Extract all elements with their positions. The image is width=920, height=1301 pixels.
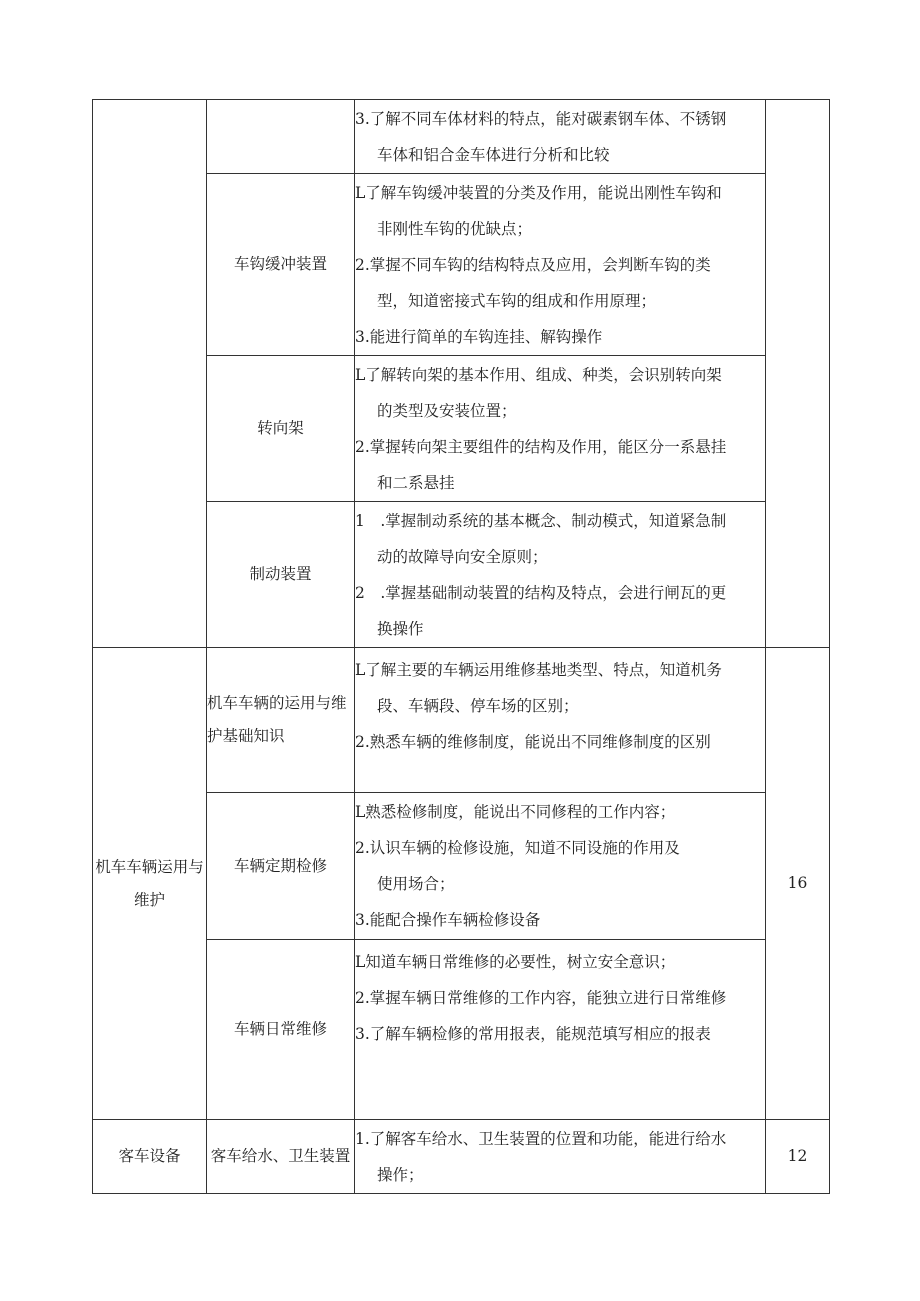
- requirement-line: 3.能进行简单的车钩连挂、解钩操作: [355, 327, 603, 346]
- requirement-cell: [355, 1120, 766, 1194]
- hours-cell: 16: [766, 648, 830, 1120]
- requirement-line: 的类型及安装位置；: [377, 401, 517, 420]
- requirement-line: 2.掌握车辆日常维修的工作内容，能独立进行日常维修: [355, 989, 727, 1007]
- unit-cell: 机车车辆的运用与维护基础知识: [207, 648, 355, 793]
- requirement-line: 和二系悬挂: [377, 473, 455, 492]
- requirement-line: L知道车辆日常维修的必要性，树立安全意识；: [355, 953, 676, 971]
- hours-cell: [766, 100, 830, 648]
- module-cell: 机车车辆运用与维护: [93, 648, 207, 1120]
- requirement-line: L了解转向架的基本作用、组成、种类，会识别转向架: [355, 365, 722, 384]
- requirement-cell: [355, 174, 766, 356]
- unit-cell: 客车给水、卫生装置: [207, 1120, 355, 1194]
- requirement-line: 3.了解车辆检修的常用报表，能规范填写相应的报表: [355, 1025, 711, 1043]
- requirement-cell: [355, 502, 766, 648]
- requirement-line: 非刚性车钩的优缺点；: [377, 219, 533, 238]
- requirement-line: 段、车辆段、停车场的区别；: [377, 697, 579, 715]
- requirement-cell: [355, 648, 766, 793]
- requirement-line: L了解主要的车辆运用维修基地类型、特点，知道机务: [355, 661, 722, 679]
- requirement-cell: [355, 793, 766, 940]
- module-cell: [93, 100, 207, 648]
- hours-cell: 12: [766, 1120, 830, 1194]
- unit-cell: 制动装置: [207, 502, 355, 648]
- requirement-line: 使用场合；: [377, 875, 455, 893]
- requirement-line: 换操作: [377, 619, 424, 638]
- table-row: [93, 1120, 830, 1194]
- requirement-line: 2 .掌握基础制动装置的结构及特点，会进行闸瓦的更: [355, 583, 727, 602]
- requirement-line: L熟悉检修制度，能说出不同修程的工作内容；: [355, 803, 676, 821]
- table-row: [93, 100, 830, 174]
- requirement-cell: [355, 940, 766, 1120]
- curriculum-table: [92, 99, 830, 1194]
- requirement-line: 3.了解不同车体材料的特点，能对碳素钢车体、不锈钢: [355, 109, 727, 128]
- requirement-line: 2.认识车辆的检修设施，知道不同设施的作用及: [355, 839, 680, 857]
- requirement-line: 2.掌握转向架主要组件的结构及作用，能区分一系悬挂: [355, 437, 727, 456]
- requirement-line: 3.能配合操作车辆检修设备: [355, 911, 541, 929]
- requirement-line: 2.熟悉车辆的维修制度，能说出不同维修制度的区别: [355, 733, 711, 751]
- module-cell: 客车设备: [93, 1120, 207, 1194]
- requirement-line: 动的故障导向安全原则；: [377, 547, 548, 566]
- requirement-cell: [355, 356, 766, 502]
- requirement-line: 1.了解客车给水、卫生装置的位置和功能，能进行给水: [355, 1129, 727, 1148]
- requirement-line: 操作；: [377, 1165, 424, 1184]
- unit-cell: [207, 100, 355, 174]
- unit-cell: 车辆定期检修: [207, 793, 355, 940]
- requirement-line: 1 .掌握制动系统的基本概念、制动模式，知道紧急制: [355, 511, 727, 530]
- unit-cell: 车钩缓冲装置: [207, 174, 355, 356]
- requirement-line: 车体和铝合金车体进行分析和比较: [377, 145, 610, 164]
- unit-cell: 车辆日常维修: [207, 940, 355, 1120]
- requirement-cell: [355, 100, 766, 174]
- unit-cell: 转向架: [207, 356, 355, 502]
- requirement-line: 2.掌握不同车钩的结构特点及应用，会判断车钩的类: [355, 255, 711, 274]
- requirement-line: 型，知道密接式车钩的组成和作用原理；: [377, 291, 657, 310]
- table-row: [93, 648, 830, 793]
- requirement-line: L了解车钩缓冲装置的分类及作用，能说出刚性车钩和: [355, 183, 722, 202]
